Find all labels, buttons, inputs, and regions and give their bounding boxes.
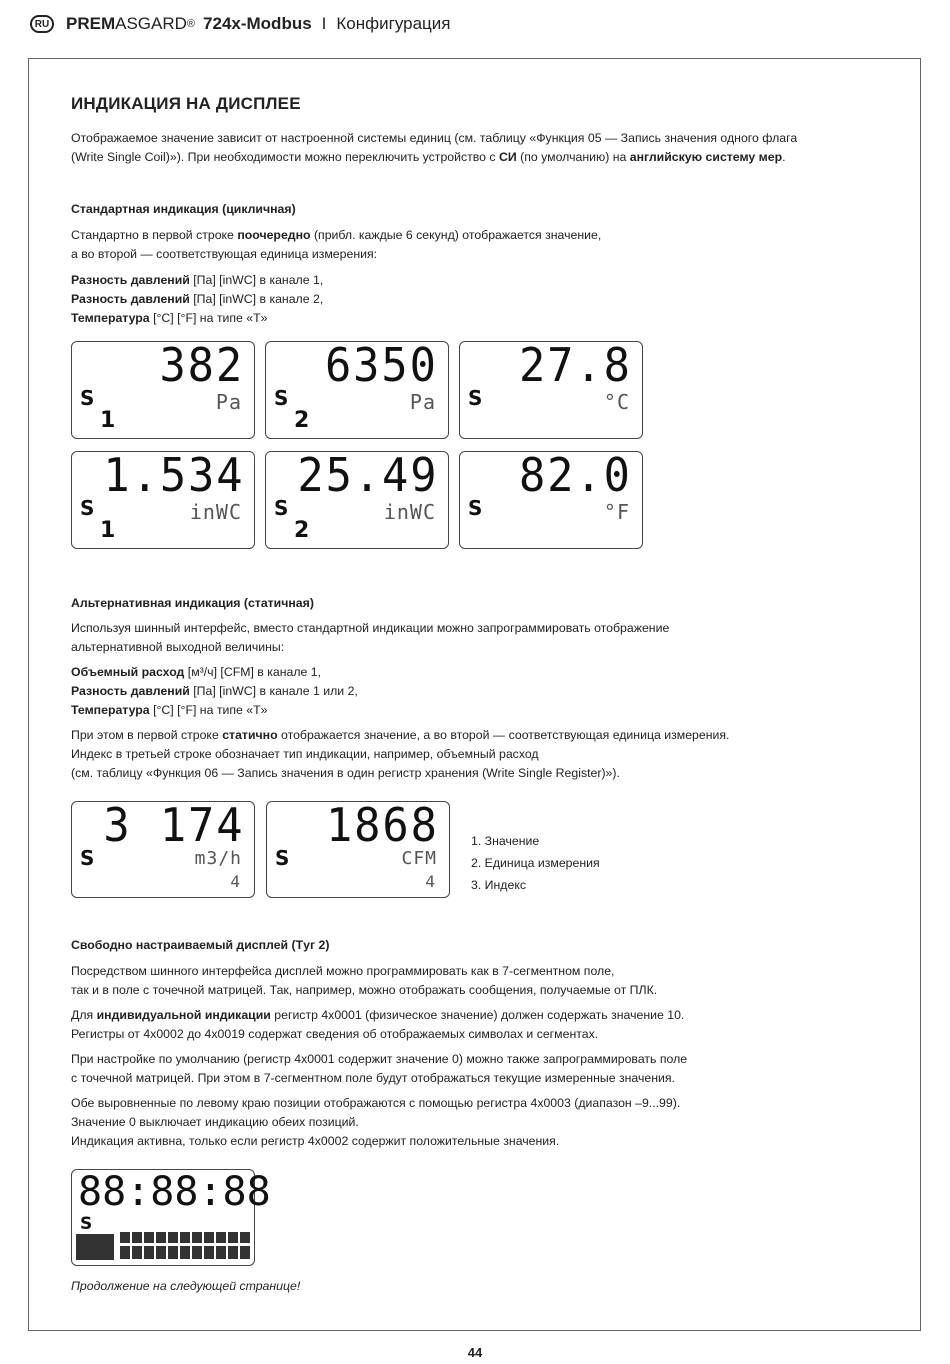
standard-l3-t: [°C] [°F] на типе «T»	[149, 311, 268, 325]
matrix-cell	[144, 1246, 154, 1259]
matrix-cell	[168, 1232, 178, 1243]
alt-l3-t: [°C] [°F] на типе «T»	[149, 703, 268, 717]
free-p4-line3: Индикация активна, только если регистр 4x0002 содержит положительные значения.	[71, 1134, 560, 1148]
matrix-cell	[144, 1232, 154, 1243]
lcd-display	[265, 338, 449, 439]
alt-l2-t: [Па] [inWC] в канале 1 или 2,	[189, 684, 358, 698]
alt-l1-t: [м³/ч] [CFM] в канале 1,	[184, 665, 322, 679]
legend-item: 1. Значение	[471, 834, 540, 848]
dot-matrix-icon	[76, 1232, 252, 1264]
lcd-channel: 2	[294, 518, 310, 543]
lcd-value: 27.8	[519, 338, 632, 392]
matrix-cell	[120, 1232, 130, 1243]
alt-p2-b: статично	[222, 728, 278, 742]
lcd-segments: 88:88:88	[78, 1169, 271, 1215]
alternative-p2-line2: Индекс в третьей строке обозначает тип индикации, например, объемный расход	[71, 747, 539, 761]
lcd-channel: 1	[100, 518, 116, 543]
s-logo-icon: S	[80, 496, 95, 520]
lcd-value: 82.0	[519, 448, 632, 502]
alternative-p2	[71, 726, 901, 745]
intro-text: (Write Single Coil)»). При необходимости можно переключить устройство с	[71, 150, 499, 164]
lcd-value: 1.534	[102, 448, 244, 502]
lcd-display	[459, 448, 643, 549]
model-name: 724x-Modbus	[203, 14, 312, 33]
matrix-cell	[240, 1246, 250, 1259]
lcd-unit: Pa	[215, 390, 242, 414]
matrix-cell	[216, 1232, 226, 1243]
alt-l3-b: Температура	[71, 703, 150, 717]
matrix-cell	[168, 1246, 178, 1259]
s-logo-icon: S	[80, 386, 95, 410]
standard-p1-b: поочередно	[237, 228, 311, 242]
lcd-unit: inWC	[189, 500, 242, 524]
intro-imperial: английскую систему мер	[629, 150, 783, 164]
free-display-section	[71, 936, 901, 1151]
lcd-unit: °C	[603, 390, 630, 414]
free-p2-line2: Регистры от 4x0002 до 4x0019 содержат сведения об отображаемых символах и сегментах.	[71, 1027, 599, 1041]
matrix-cell	[192, 1232, 202, 1243]
standard-heading: Стандартная индикация (цикличная)	[71, 202, 296, 216]
alternative-p2-line3: (см. таблицу «Функция 06 — Запись значения в один регистр хранения (Write Single Register)»).	[71, 766, 620, 780]
free-p3-line1: При настройке по умолчанию (регистр 4x0001 содержит значение 0) можно также запрограммировать поле	[71, 1052, 688, 1066]
free-p4-line2: Значение 0 выключает индикацию обеих позиций.	[71, 1115, 359, 1129]
matrix-cell	[228, 1232, 238, 1243]
lcd-display	[265, 448, 449, 549]
lcd-unit: CFM	[401, 848, 437, 869]
page-number: 44	[467, 1345, 483, 1360]
lcd-display	[71, 448, 255, 549]
standard-section	[71, 200, 901, 328]
legend-item: 3. Индекс	[471, 878, 526, 892]
alt-l1-b: Объемный расход	[71, 665, 185, 679]
matrix-cell	[228, 1246, 238, 1259]
lcd-channel: 2	[294, 408, 310, 433]
page-header	[30, 12, 451, 36]
lcd-unit: °F	[603, 500, 630, 524]
s-logo-icon: S	[80, 1214, 93, 1234]
free-p2-b: индивидуальной индикации	[96, 1008, 271, 1022]
free-p3-line2: с точечной матрицей. При этом в 7-сегментном поле будут отображаться текущие измеренные значения.	[71, 1071, 675, 1085]
standard-list-3	[71, 309, 901, 328]
matrix-cell	[180, 1232, 190, 1243]
standard-l3-b: Температура	[71, 311, 150, 325]
intro-paragraph	[71, 129, 901, 167]
alt-l2-b: Разность давлений	[71, 684, 190, 698]
matrix-cell	[132, 1232, 142, 1243]
free-lcd-display	[71, 1169, 271, 1266]
dot-matrix-block	[76, 1234, 114, 1260]
alternative-p1-line1: Используя шинный интерфейс, вместо стандартной индикации можно запрограммировать отображение	[71, 621, 670, 635]
alternative-heading: Альтернативная индикация (статичная)	[71, 596, 314, 610]
standard-p1-line2: а во второй — соответствующая единица измерения:	[71, 247, 378, 261]
standard-l1-t: [Па] [inWC] в канале 1,	[189, 273, 324, 287]
standard-l2-t: [Па] [inWC] в канале 2,	[189, 292, 324, 306]
intro-line-1: Отображаемое значение зависит от настроенной системы единиц (см. таблицу «Функция 05 — Запись значения одного флага	[71, 131, 798, 145]
section-name: Конфигурация	[336, 14, 451, 33]
alternative-p1-line2: альтернативной выходной величины:	[71, 640, 285, 654]
intro-si: СИ	[498, 150, 517, 164]
s-logo-icon: S	[275, 846, 290, 870]
brand-name-bold: PREM	[66, 14, 116, 33]
matrix-cell	[120, 1246, 130, 1259]
lcd-value: 382	[159, 338, 244, 392]
standard-p1-a: Стандартно в первой строке	[71, 228, 238, 242]
header-separator: I	[321, 14, 327, 33]
lcd-unit: inWC	[383, 500, 436, 524]
matrix-cell	[156, 1246, 166, 1259]
page-title: ИНДИКАЦИЯ НА ДИСПЛЕЕ	[71, 94, 301, 113]
intro-line-2	[71, 148, 901, 167]
language-badge: RU	[30, 15, 54, 33]
lcd-display	[459, 338, 643, 439]
intro-period: .	[782, 150, 786, 164]
matrix-cell	[180, 1246, 190, 1259]
intro-text-2: (по умолчанию) на	[516, 150, 630, 164]
alternative-list-1	[71, 663, 901, 682]
s-logo-icon: S	[468, 496, 483, 520]
registered-mark: ®	[186, 18, 196, 30]
s-logo-icon: S	[274, 496, 289, 520]
standard-l2-b: Разность давлений	[71, 292, 190, 306]
lcd-value: 3 174	[102, 798, 244, 852]
lcd-display	[266, 798, 450, 898]
lcd-channel: 1	[100, 408, 116, 433]
legend-item: 2. Единица измерения	[471, 856, 600, 870]
free-p4-line1: Обе выровненные по левому краю позиции отображаются с помощью регистра 4x0003 (диапазон –9...99).	[71, 1096, 681, 1110]
matrix-cell	[204, 1246, 214, 1259]
matrix-cell	[216, 1246, 226, 1259]
alternative-list-2	[71, 682, 901, 701]
standard-list-2	[71, 290, 901, 309]
display-legend	[471, 830, 600, 896]
standard-p1-c: (прибл. каждые 6 секунд) отображается значение,	[310, 228, 602, 242]
lcd-index: 4	[425, 872, 435, 891]
matrix-cell	[240, 1232, 250, 1243]
standard-l1-b: Разность давлений	[71, 273, 190, 287]
free-p1-line2: так и в поле с точечной матрицей. Так, например, можно отображать сообщения, получаемые от ПЛК.	[71, 983, 658, 997]
lcd-value: 25.49	[296, 448, 438, 502]
lcd-display	[71, 338, 255, 439]
s-logo-icon: S	[80, 846, 95, 870]
matrix-cell	[192, 1246, 202, 1259]
s-logo-icon: S	[468, 386, 483, 410]
brand-name-normal: ASGARD	[115, 14, 187, 33]
free-p2-a: Для	[71, 1008, 97, 1022]
matrix-cell	[156, 1232, 166, 1243]
standard-list-1	[71, 271, 901, 290]
alt-p2-a: При этом в первой строке	[71, 728, 223, 742]
alt-p2-c: отображается значение, а во второй — соответствующая единица измерения.	[277, 728, 730, 742]
free-p1-line1: Посредством шинного интерфейса дисплей можно программировать как в 7-сегментном поле,	[71, 964, 615, 978]
free-heading: Свободно настраиваемый дисплей (Тyг 2)	[71, 938, 330, 952]
free-p2-c: регистр 4x0001 (физическое значение) должен содержать значение 10.	[270, 1008, 685, 1022]
s-logo-icon: S	[274, 386, 289, 410]
standard-p1	[71, 226, 901, 245]
lcd-display	[71, 798, 255, 898]
lcd-value: 1868	[326, 798, 439, 852]
alternative-section	[71, 594, 901, 783]
lcd-index: 4	[230, 872, 240, 891]
free-p2	[71, 1006, 901, 1025]
matrix-cell	[132, 1246, 142, 1259]
matrix-cell	[204, 1232, 214, 1243]
alternative-list-3	[71, 701, 901, 720]
continue-note: Продолжение на следующей странице!	[71, 1279, 301, 1293]
lcd-value: 6350	[325, 338, 438, 392]
lcd-unit: Pa	[409, 390, 436, 414]
lcd-unit: m3/h	[194, 848, 242, 869]
